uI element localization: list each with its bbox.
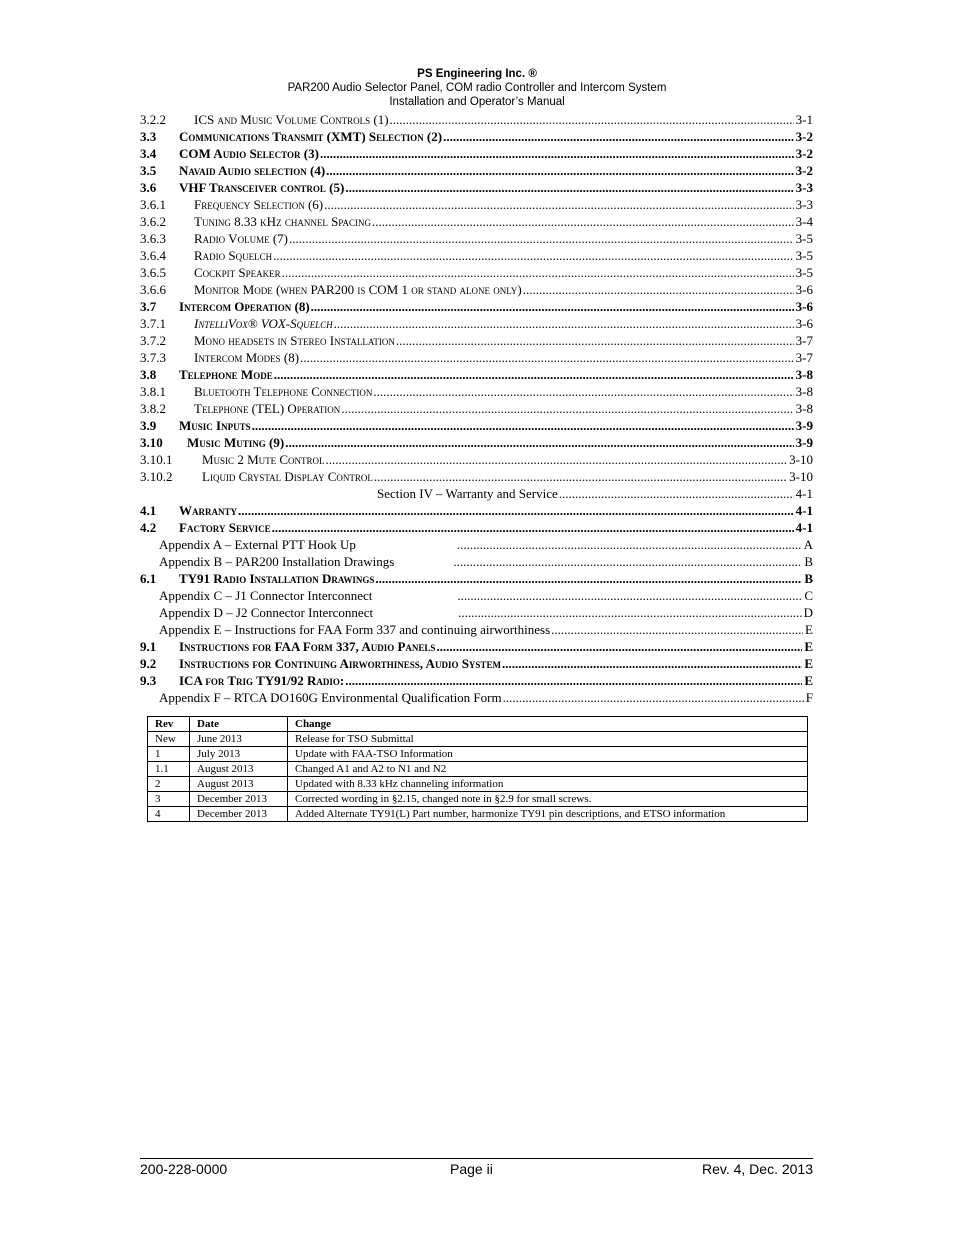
toc-number: 3.8.2: [140, 401, 166, 416]
toc-entry[interactable]: [140, 520, 813, 537]
table-row: [148, 762, 808, 777]
toc-title: Tuning 8.33 kHz channel Spacing: [194, 214, 371, 229]
toc-title: Music 2 Mute Control: [202, 452, 325, 467]
toc-number: 9.1: [140, 639, 157, 654]
toc-number: 3.8: [140, 367, 157, 382]
toc-entry[interactable]: [140, 486, 813, 503]
rev-cell: 1: [148, 747, 190, 762]
toc-title: Warranty: [179, 503, 237, 518]
toc-leader-dots: [458, 605, 802, 621]
toc-leader-dots: [285, 435, 793, 451]
toc-title: Section IV – Warranty and Service: [377, 486, 558, 501]
toc-title: Navaid Audio selection (4): [179, 163, 326, 178]
toc-entry[interactable]: [140, 622, 813, 639]
toc-page-number: 3-5: [795, 265, 813, 280]
footer-page: Page ii: [450, 1161, 493, 1177]
change-cell: Release for TSO Submittal: [288, 732, 808, 747]
change-cell: Updated with 8.33 kHz channeling information: [288, 777, 808, 792]
toc-page-number: 3-8: [795, 401, 813, 416]
toc-leader-dots: [238, 503, 794, 519]
toc-leader-dots: [334, 316, 794, 332]
toc-entry[interactable]: [140, 316, 813, 333]
footer-doc-number: 200-228-0000: [140, 1161, 228, 1177]
toc-title: Monitor Mode (when PAR200 is COM 1 or stand alone only): [194, 282, 522, 297]
toc-entry[interactable]: [140, 639, 813, 656]
toc-number: 3.7.2: [140, 333, 166, 348]
toc-number: 3.7.1: [140, 316, 166, 331]
toc-page-number: 3-2: [795, 163, 813, 178]
toc-title: Cockpit Speaker: [194, 265, 281, 280]
table-row: [148, 792, 808, 807]
col-header-date: Date: [190, 717, 288, 732]
rev-cell: 2: [148, 777, 190, 792]
toc-leader-dots: [320, 146, 794, 162]
toc-page-number: 3-8: [795, 367, 813, 382]
toc-entry[interactable]: [140, 418, 813, 435]
toc-number: 3.6.1: [140, 197, 166, 212]
toc-page-number: E: [804, 639, 813, 654]
toc-entry[interactable]: [140, 333, 813, 350]
toc-leader-dots: [457, 588, 802, 604]
toc-entry[interactable]: [140, 299, 813, 316]
toc-entry[interactable]: [140, 367, 813, 384]
toc-title: Bluetooth Telephone Connection: [194, 384, 373, 399]
toc-leader-dots: [252, 418, 794, 434]
toc-title: IntelliVox® VOX-Squelch: [194, 316, 333, 331]
toc-title: ICS and Music Volume Controls (1): [194, 112, 389, 127]
toc-page-number: F: [805, 690, 813, 705]
toc-number: 3.2.2: [140, 112, 166, 127]
toc-entry[interactable]: [140, 129, 813, 146]
toc-entry[interactable]: [140, 469, 813, 486]
toc-title: Intercom Modes (8): [194, 350, 300, 365]
toc-title: Frequency Selection (6): [194, 197, 324, 212]
toc-entry[interactable]: [140, 248, 813, 265]
toc-number: 4.1: [140, 503, 157, 518]
toc-title: Appendix A – External PTT Hook Up: [159, 537, 356, 552]
toc-entry[interactable]: [140, 605, 813, 622]
toc-page-number: 3-10: [789, 452, 813, 467]
toc-title: Instructions for Continuing Airworthiness, Audio System: [179, 656, 501, 671]
toc-leader-dots: [373, 384, 793, 400]
toc-page-number: 3-2: [795, 129, 813, 144]
toc-entry[interactable]: [140, 571, 813, 588]
toc-page-number: 3-2: [795, 146, 813, 161]
toc-title: Appendix F – RTCA DO160G Environmental Qualification Form: [159, 690, 502, 705]
header-product: PAR200 Audio Selector Panel, COM radio Controller and Intercom System: [287, 82, 667, 94]
toc-leader-dots: [436, 639, 802, 655]
toc-number: 6.1: [140, 571, 157, 586]
toc-title: Communications Transmit (XMT) Selection (2): [179, 129, 443, 144]
table-row: [148, 747, 808, 762]
toc-leader-dots: [345, 180, 793, 196]
toc-title: Radio Squelch: [194, 248, 273, 263]
toc-title: Music Muting (9): [187, 435, 285, 450]
toc-title: Appendix E – Instructions for FAA Form 337 and continuing airworthiness: [159, 622, 551, 637]
date-cell: June 2013: [190, 732, 288, 747]
revision-table-header: [148, 717, 808, 732]
date-cell: December 2013: [190, 807, 288, 822]
toc-leader-dots: [396, 333, 794, 349]
toc-entry[interactable]: [140, 265, 813, 282]
toc-leader-dots: [523, 282, 794, 298]
toc-page-number: 3-8: [795, 384, 813, 399]
toc-leader-dots: [390, 112, 794, 128]
toc-number: 3.10.2: [140, 469, 173, 484]
toc-page-number: 3-6: [795, 316, 813, 331]
col-header-change: Change: [288, 717, 808, 732]
toc-number: 3.6.3: [140, 231, 166, 246]
toc-number: 3.6.5: [140, 265, 166, 280]
toc-leader-dots: [374, 469, 787, 485]
toc-entry[interactable]: [140, 282, 813, 299]
toc-number: 3.3: [140, 129, 157, 144]
toc-leader-dots: [443, 129, 794, 145]
toc-entry[interactable]: [140, 554, 813, 571]
toc-entry[interactable]: [140, 112, 813, 129]
toc-title: Intercom Operation (8): [179, 299, 310, 314]
date-cell: July 2013: [190, 747, 288, 762]
table-row: [148, 777, 808, 792]
toc-page-number: 3-9: [795, 418, 813, 433]
toc-entry[interactable]: [140, 435, 813, 452]
toc-entry[interactable]: [140, 231, 813, 248]
toc-entry[interactable]: [140, 163, 813, 180]
change-cell: Update with FAA-TSO Information: [288, 747, 808, 762]
toc-title: ICA for Trig TY91/92 Radio:: [179, 673, 345, 688]
toc-title: Instructions for FAA Form 337, Audio Panels: [179, 639, 436, 654]
toc-page-number: E: [804, 673, 813, 688]
toc-number: 3.7.3: [140, 350, 166, 365]
toc-leader-dots: [341, 401, 793, 417]
toc-leader-dots: [282, 265, 794, 281]
toc-page-number: 3-5: [795, 248, 813, 263]
toc-leader-dots: [453, 554, 802, 570]
rev-cell: 3: [148, 792, 190, 807]
footer-rule: [140, 1158, 813, 1159]
revision-table: [147, 716, 808, 822]
toc-leader-dots: [372, 214, 794, 230]
toc-leader-dots: [300, 350, 794, 366]
toc-entry[interactable]: [140, 401, 813, 418]
toc-page-number: 3-6: [795, 299, 813, 314]
date-cell: August 2013: [190, 762, 288, 777]
toc-number: 9.2: [140, 656, 157, 671]
toc-page-number: D: [803, 605, 813, 620]
toc-number: 3.6.6: [140, 282, 166, 297]
toc-leader-dots: [324, 197, 794, 213]
toc-page-number: 4-1: [795, 520, 813, 535]
toc-leader-dots: [326, 452, 788, 468]
toc-number: 3.9: [140, 418, 157, 433]
toc-title: Radio Volume (7): [194, 231, 288, 246]
toc-leader-dots: [289, 231, 794, 247]
toc-entry[interactable]: [140, 537, 813, 554]
toc-title: Telephone Mode: [179, 367, 273, 382]
toc-entry[interactable]: [140, 214, 813, 231]
table-row: [148, 807, 808, 822]
toc-page-number: 3-7: [795, 350, 813, 365]
toc-page-number: B: [804, 571, 813, 586]
toc-title: Appendix C – J1 Connector Interconnect: [159, 588, 373, 603]
toc-number: 3.10.1: [140, 452, 173, 467]
col-header-rev: Rev: [148, 717, 190, 732]
toc-number: 3.8.1: [140, 384, 166, 399]
toc-title: TY91 Radio Installation Drawings: [179, 571, 375, 586]
toc-page-number: B: [804, 554, 813, 569]
toc-entry[interactable]: [140, 146, 813, 163]
toc-entry[interactable]: [140, 656, 813, 673]
toc-page-number: 3-7: [795, 333, 813, 348]
table-of-contents: [140, 112, 813, 707]
toc-page-number: 3-3: [795, 197, 813, 212]
toc-title: Mono headsets in Stereo Installation: [194, 333, 395, 348]
header-company: PS Engineering Inc. ®: [417, 68, 537, 80]
change-cell: Changed A1 and A2 to N1 and N2: [288, 762, 808, 777]
change-cell: Corrected wording in §2.15, changed note in §2.9 for small screws.: [288, 792, 808, 807]
toc-entry[interactable]: [140, 588, 813, 605]
toc-title: Factory Service: [179, 520, 271, 535]
toc-number: 3.5: [140, 163, 157, 178]
toc-number: 3.4: [140, 146, 157, 161]
toc-leader-dots: [503, 690, 804, 706]
toc-entry[interactable]: [140, 673, 813, 690]
toc-number: 3.7: [140, 299, 157, 314]
footer-revision: Rev. 4, Dec. 2013: [701, 1161, 813, 1177]
toc-entry[interactable]: [140, 197, 813, 214]
toc-leader-dots: [551, 622, 803, 638]
toc-page-number: A: [803, 537, 813, 552]
toc-leader-dots: [502, 656, 802, 672]
toc-number: 3.6: [140, 180, 157, 195]
toc-entry[interactable]: [140, 690, 813, 707]
toc-title: COM Audio Selector (3): [179, 146, 319, 161]
rev-cell: 1.1: [148, 762, 190, 777]
toc-page-number: 4-1: [795, 486, 813, 501]
toc-number: 3.6.2: [140, 214, 166, 229]
toc-page-number: 3-3: [795, 180, 813, 195]
toc-page-number: 3-10: [789, 469, 813, 484]
toc-leader-dots: [274, 367, 794, 383]
toc-entry[interactable]: [140, 503, 813, 520]
toc-page-number: 3-1: [795, 112, 813, 127]
toc-page-number: 3-9: [795, 435, 813, 450]
toc-entry[interactable]: [140, 384, 813, 401]
toc-page-number: 4-1: [795, 503, 813, 518]
toc-page-number: 3-5: [795, 231, 813, 246]
change-cell: Added Alternate TY91(L) Part number, harmonize TY91 pin descriptions, and ETSO information: [288, 807, 808, 822]
toc-number: 9.3: [140, 673, 157, 688]
toc-title: Liquid Crystal Display Control: [202, 469, 373, 484]
toc-title: Music Inputs: [179, 418, 251, 433]
toc-title: VHF Transceiver control (5): [179, 180, 345, 195]
toc-number: 4.2: [140, 520, 157, 535]
toc-leader-dots: [311, 299, 794, 315]
rev-cell: 4: [148, 807, 190, 822]
toc-title: Telephone (TEL) Operation: [194, 401, 341, 416]
toc-number: 3.10: [140, 435, 163, 450]
date-cell: August 2013: [190, 777, 288, 792]
toc-leader-dots: [272, 520, 794, 536]
toc-leader-dots: [559, 486, 794, 502]
toc-page-number: E: [805, 622, 813, 637]
date-cell: December 2013: [190, 792, 288, 807]
toc-entry[interactable]: [140, 350, 813, 367]
table-row: [148, 732, 808, 747]
toc-title: Appendix B – PAR200 Installation Drawings: [159, 554, 395, 569]
toc-page-number: E: [804, 656, 813, 671]
toc-title: Appendix D – J2 Connector Interconnect: [159, 605, 374, 620]
toc-leader-dots: [457, 537, 802, 553]
rev-cell: New: [148, 732, 190, 747]
toc-page-number: 3-6: [795, 282, 813, 297]
toc-number: 3.6.4: [140, 248, 166, 263]
toc-leader-dots: [345, 673, 802, 689]
toc-leader-dots: [375, 571, 802, 587]
header-manual: Installation and Operator’s Manual: [389, 96, 565, 108]
toc-page-number: 3-4: [795, 214, 813, 229]
toc-leader-dots: [326, 163, 793, 179]
toc-leader-dots: [273, 248, 794, 264]
toc-entry[interactable]: [140, 452, 813, 469]
toc-page-number: C: [804, 588, 813, 603]
toc-entry[interactable]: [140, 180, 813, 197]
